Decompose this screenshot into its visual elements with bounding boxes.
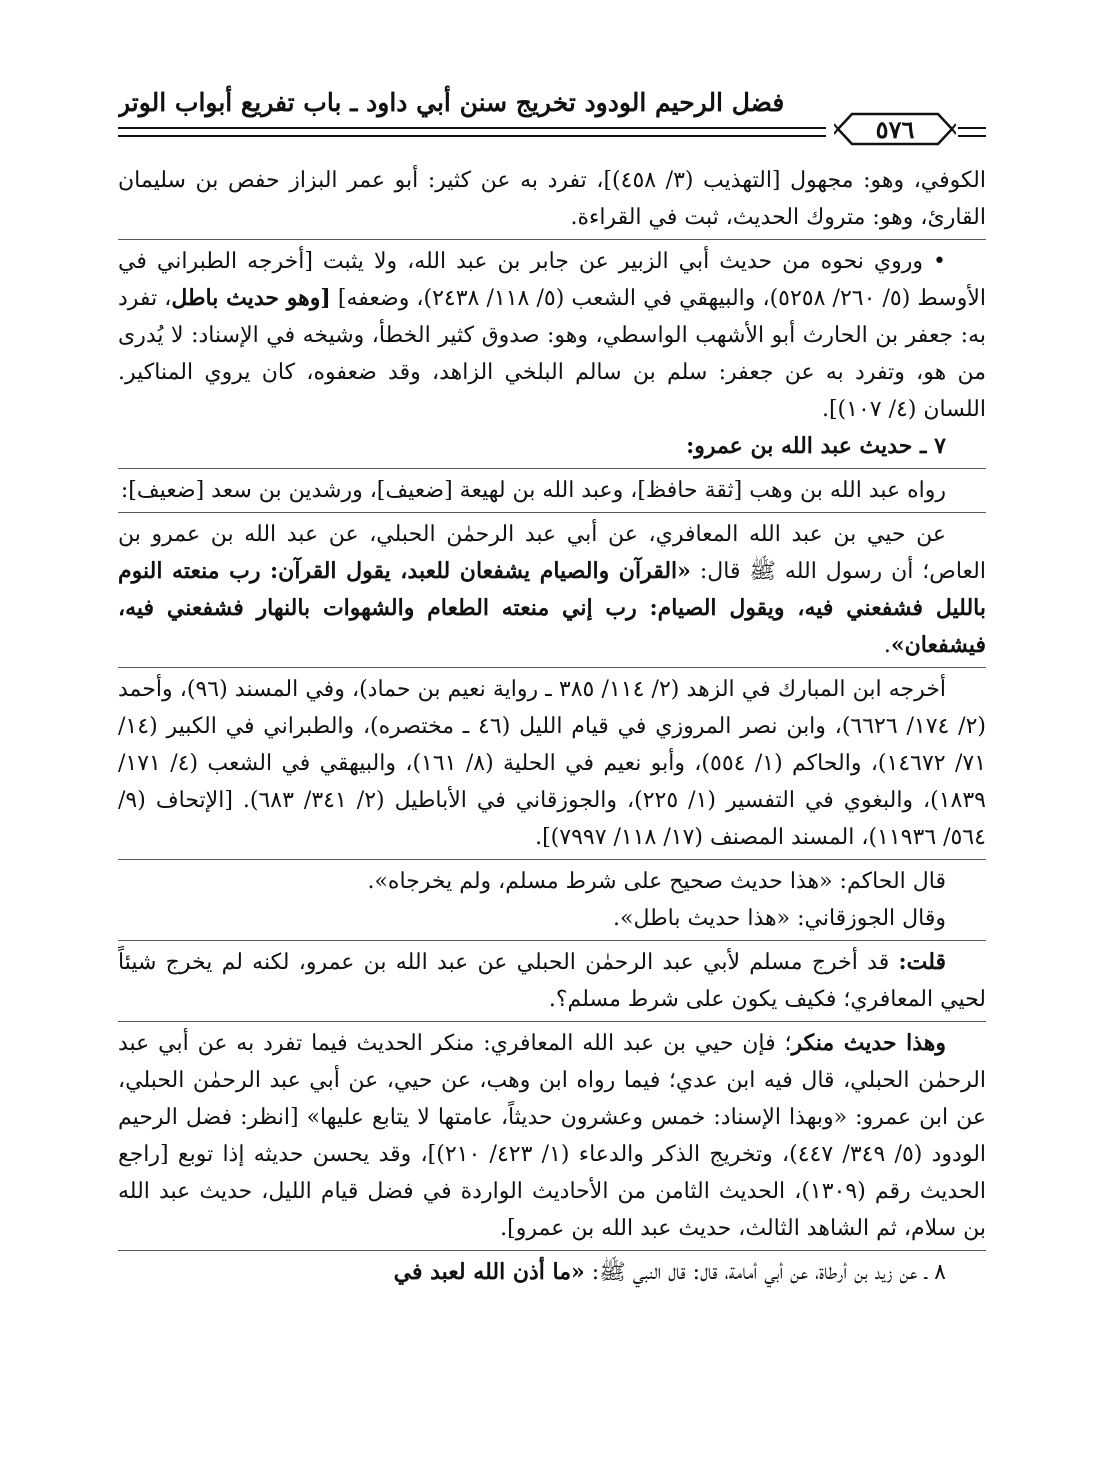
divider	[118, 1250, 986, 1251]
divider	[118, 468, 986, 469]
takhrij-paragraph: أخرجه ابن المبارك في الزهد (٢/ ١١٤/ ٣٨٥ ـ رواية نعيم بن حماد)، وفي المسند (٩٦)، وأحمد (٢/ ١٧٤/ ٦٦٢٦)، وابن نصر المروزي في قيام الليل (٤٦ ـ مختصره)، والطبراني في الكبير (١٤/ ٧١/ ١٤٦٧٢)، والحاكم (١/ ٥٥٤)، وأبو نعيم في الحلية (٨/ ١٦١)، والبيهقي في الشعب (٤/ ١٧١/ ١٨٣٩)، والبغوي في التفسير (١/ ٢٢٥)، والجوزقاني في الأباطيل (٢/ ٣٤١/ ٦٨٣). [الإتحاف (٩/ ٥٦٤/ ١١٩٣٦)، المسند المصنف (١٧/ ١١٨/ ٧٩٩٧)].	[118, 677, 986, 850]
divider	[118, 667, 986, 668]
paragraph: الكوفي، وهو: مجهول [التهذيب (٣/ ٤٥٨)]، تفرد به عن كثير: أبو عمر البزاز حفص بن سليمان القارئ، وهو: متروك الحديث، ثبت في القراءة.	[118, 168, 986, 230]
page-number-badge	[834, 110, 956, 148]
paragraph: قلت: قد أخرج مسلم لأبي عبد الرحمٰن الحبلي عن عبد الله بن عمرو، لكنه لم يخرج شيئاً لحيي المعافري؛ فكيف يكون على شرط مسلم؟.	[118, 949, 986, 1012]
section-heading: ٧ ـ حديث عبد الله بن عمرو:	[686, 433, 946, 459]
page-content	[118, 162, 986, 1291]
paragraph: وقال الجوزقاني: «هذا حديث باطل».	[613, 906, 946, 931]
running-header-title: فضل الرحيم الودود تخريج سنن أبي داود ـ باب تفريع أبواب الوتر	[118, 88, 785, 117]
paragraph: رواه عبد الله بن وهب [ثقة حافظ]، وعبد الله بن لهيعة [ضعيف]، ورشدين بن سعد [ضعيف]:	[120, 478, 946, 503]
header-rule	[118, 127, 826, 137]
divider	[118, 859, 986, 860]
page-header	[118, 82, 986, 152]
paragraph: • وروي نحوه من حديث أبي الزبير عن جابر بن عبد الله، ولا يثبت [أخرجه الطبراني في الأوسط (٥/ ٢٦٠/ ٥٢٥٨)، والبيهقي في الشعب (٥/ ١١٨/ ٢٤٣٨)، وضعفه] [وهو حديث باطل، تفرد به: جعفر بن الحارث أبو الأشهب الواسطي، وهو: صدوق كثير الخطأ، وشيخه في الإسناد: لا يُدرى من هو، وتفرد به عن جعفر: سلم بن سالم البلخي الزاهد، وقد ضعفوه، كان يروي المناكير. اللسان (٤/ ١٠٧)].	[118, 249, 986, 422]
divider	[118, 940, 986, 941]
divider	[118, 512, 986, 513]
paragraph: قال الحاكم: «هذا حديث صحيح على شرط مسلم، ولم يخرجاه».	[367, 869, 946, 894]
page-number: ٥٧٦	[875, 114, 915, 144]
hadith-text: عن حيي بن عبد الله المعافري، عن أبي عبد الرحمٰن الحبلي، عن عبد الله بن عمرو بن العاص؛ أن رسول الله ﷺ قال: «القرآن والصيام يشفعان للعبد، يقول القرآن: رب منعته النوم بالليل فشفعني فيه، ويقول الصيام: رب إني منعته الطعام والشهوات بالنهار فشفعني فيه، فيشفعان».	[118, 522, 986, 658]
paragraph: وهذا حديث منكر؛ فإن حيي بن عبد الله المعافري: منكر الحديث فيما تفرد به عن أبي عبد الرحمٰن الحبلي، قال فيه ابن عدي؛ فيما رواه ابن وهب، عن حيي، عن أبي عبد الرحمٰن الحبلي، عن ابن عمرو: «وبهذا الإسناد: خمس وعشرون حديثاً، عامتها لا يتابع عليها» [انظر: فضل الرحيم الودود (٥/ ٣٤٩/ ٤٤٧)، وتخريج الذكر والدعاء (١/ ٤٢٣/ ٢١٠)]، وقد يحسن حديثه إذا توبع [راجع الحديث رقم (١٣٠٩)، الحديث الثامن من الأحاديث الواردة في فضل قيام الليل، حديث عبد الله بن سلام، ثم الشاهد الثالث، حديث عبد الله بن عمرو].	[118, 1030, 986, 1241]
divider	[118, 239, 986, 240]
divider	[118, 1021, 986, 1022]
header-rule-end	[958, 127, 986, 137]
book-page	[118, 82, 986, 1452]
paragraph: ٨ ـ عن زيد بن أرطاة، عن أبي أمامة، قال: قال النبي ﷺ: «ما أذن الله لعبد في	[393, 1259, 946, 1285]
